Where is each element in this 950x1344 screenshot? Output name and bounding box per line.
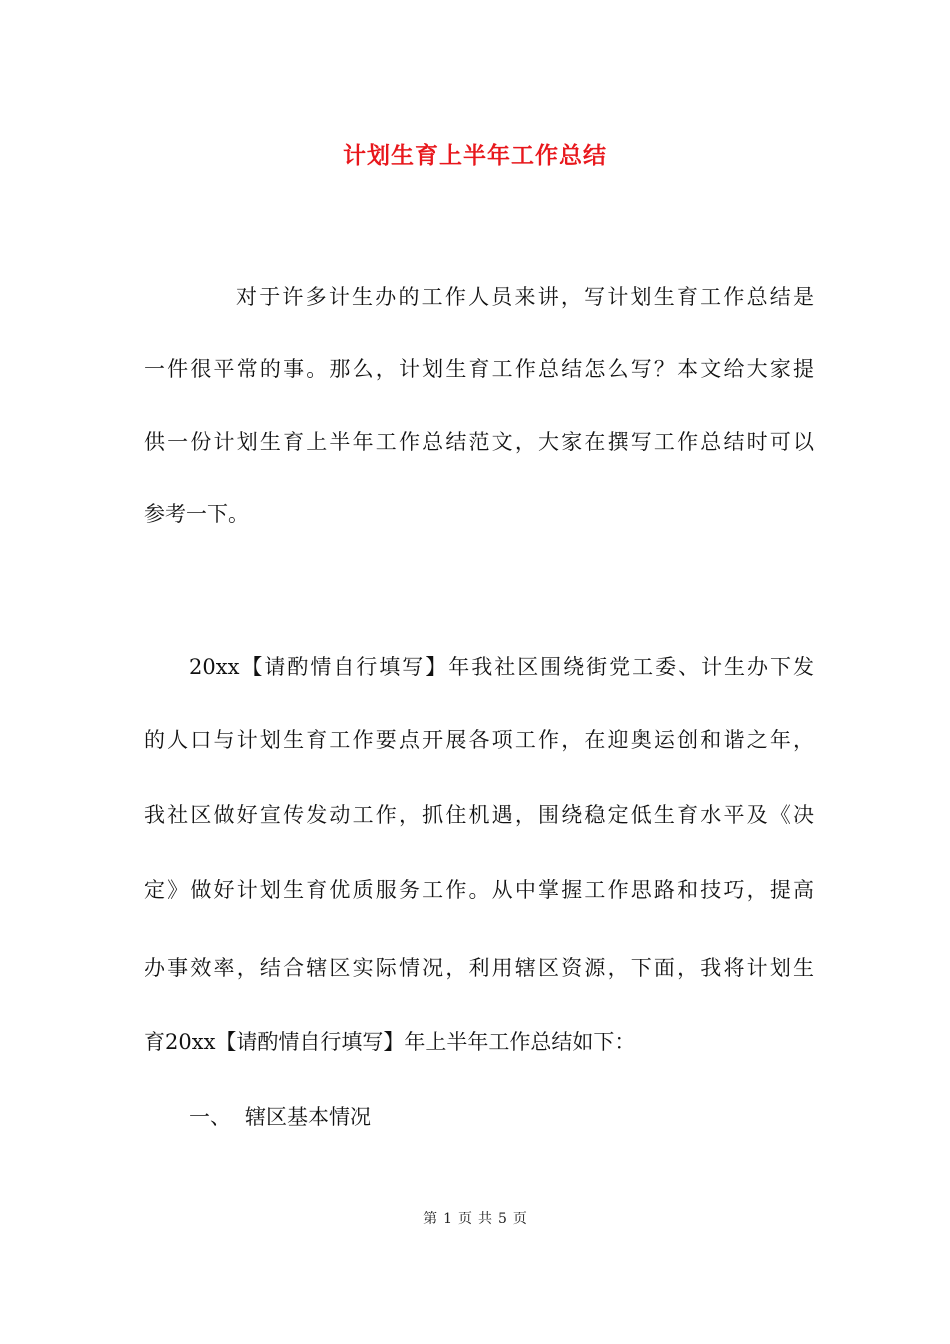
body-line: 定》做好计划生育优质服务工作。从中掌握工作思路和技巧，提高 — [144, 878, 814, 902]
footer-total-pages: 5 — [498, 1211, 507, 1227]
intro-line: 供一份计划生育上半年工作总结范文，大家在撰写工作总结时可以 — [144, 430, 814, 454]
body-line: 我社区做好宣传发动工作，抓住机遇，围绕稳定低生育水平及《决 — [144, 803, 814, 827]
intro-line: 对于许多计生办的工作人员来讲，写计划生育工作总结是 — [236, 285, 814, 309]
section-heading — [189, 1099, 371, 1135]
intro-line: 参考一下。 — [144, 502, 249, 526]
body-line: 育20xx【请酌情自行填写】年上半年工作总结如下： — [144, 1030, 636, 1054]
body-line: 的人口与计划生育工作要点开展各项工作，在迎奥运创和谐之年， — [144, 728, 814, 752]
page-footer — [0, 1207, 950, 1231]
footer-current-page: 1 — [443, 1211, 452, 1227]
footer-suffix: 页 — [512, 1211, 527, 1227]
section-title: 辖区基本情况 — [245, 1105, 371, 1129]
footer-total-prefix: 共 — [478, 1211, 492, 1227]
footer-prefix: 第 — [423, 1211, 438, 1227]
section-number: 一、 — [189, 1105, 231, 1129]
body-line: 20xx【请酌情自行填写】年我社区围绕街党工委、计生办下发 — [189, 655, 814, 679]
footer-page-word: 页 — [458, 1211, 472, 1227]
intro-line: 一件很平常的事。那么，计划生育工作总结怎么写？本文给大家提 — [144, 357, 814, 381]
document-title: 计划生育上半年工作总结 — [343, 142, 607, 169]
body-line: 办事效率，结合辖区实际情况，利用辖区资源，下面，我将计划生 — [144, 956, 814, 980]
